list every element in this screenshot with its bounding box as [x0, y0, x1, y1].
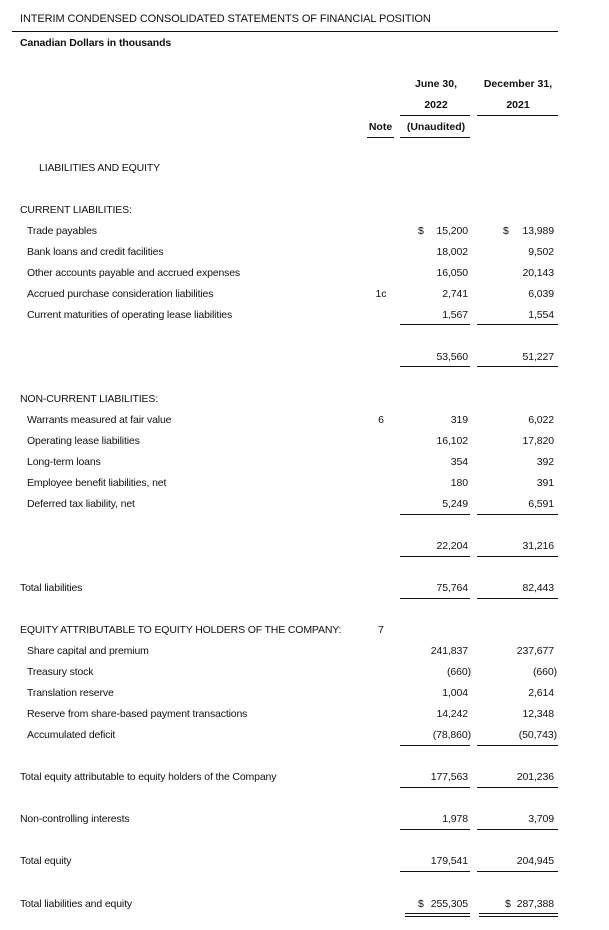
- subtotal-rule: [477, 514, 558, 515]
- dec-value: (50,743): [518, 729, 557, 741]
- table-row: [0, 477, 609, 493]
- table-row: [0, 414, 609, 430]
- row-label: Non-controlling interests: [20, 813, 130, 825]
- currency-symbol: $: [503, 225, 509, 237]
- june-value: 354: [450, 456, 468, 468]
- dec-value: 13,989: [522, 225, 554, 237]
- table-row: [0, 225, 609, 241]
- dec-value: 2,614: [528, 687, 554, 699]
- non-controlling-row: [0, 813, 609, 829]
- grand-total-double-rule: [479, 913, 558, 917]
- total-rule: [400, 598, 470, 599]
- june-header-rule-2: [400, 137, 470, 138]
- june-value: 14,242: [436, 708, 468, 720]
- note-ref: 7: [378, 624, 384, 636]
- dec-value: 237,677: [516, 645, 554, 657]
- table-row: [0, 729, 609, 745]
- dec-value: 391: [536, 477, 554, 489]
- dec-value: 6,039: [528, 288, 554, 300]
- total-liabilities-equity-row: [0, 898, 609, 914]
- note-ref: 6: [378, 414, 384, 426]
- row-label: Reserve from share-based payment transactions: [27, 708, 248, 720]
- row-label: Accumulated deficit: [27, 729, 116, 741]
- row-label: Total liabilities: [20, 582, 83, 594]
- total-liabilities-row: [0, 582, 609, 598]
- non-current-liabilities-subtotal-row: [0, 540, 609, 556]
- subtotal-rule: [400, 745, 470, 746]
- equity-heading: EQUITY ATTRIBUTABLE TO EQUITY HOLDERS OF THE COMPANY:: [20, 624, 342, 636]
- row-label: Warrants measured at fair value: [27, 414, 172, 426]
- row-label: Employee benefit liabilities, net: [27, 477, 167, 489]
- row-label: Bank loans and credit facilities: [27, 246, 164, 258]
- current-liabilities-subtotal-row: [0, 351, 609, 367]
- table-row: [0, 246, 609, 262]
- row-label: Total liabilities and equity: [20, 898, 132, 910]
- row-label: Translation reserve: [27, 687, 114, 699]
- total-equity-row: [0, 855, 609, 871]
- dec-header-rule: [477, 115, 558, 116]
- row-label: Operating lease liabilities: [27, 435, 140, 447]
- dec-value: 82,443: [522, 582, 554, 594]
- dec-value: 1,554: [528, 309, 554, 321]
- june-value: (660): [446, 666, 471, 678]
- row-label: Total equity attributable to equity holders of the Company: [20, 771, 277, 783]
- table-row: [0, 435, 609, 451]
- row-label: Current maturities of operating lease liabilities: [27, 309, 233, 321]
- dec-header-line2: 2021: [506, 99, 530, 111]
- dec-value: (660): [532, 666, 557, 678]
- june-header-line2: 2022: [424, 99, 448, 111]
- row-label: Long-term loans: [27, 456, 101, 468]
- june-value: 2,741: [442, 288, 468, 300]
- section-heading-row: [0, 162, 609, 178]
- subtotal-rule: [477, 745, 558, 746]
- total-rule: [400, 829, 470, 830]
- currency-symbol: $: [505, 898, 511, 910]
- june-subtotal: 53,560: [436, 351, 468, 363]
- june-value: 180: [450, 477, 468, 489]
- note-ref: 1c: [375, 288, 387, 300]
- june-value: 1,004: [442, 687, 468, 699]
- dec-value: 20,143: [522, 267, 554, 279]
- currency-symbol: $: [418, 225, 424, 237]
- june-header-line1: June 30,: [414, 78, 458, 90]
- table-row: [0, 267, 609, 283]
- june-value: 241,837: [430, 645, 468, 657]
- dec-value: 204,945: [516, 855, 554, 867]
- june-value: 75,764: [436, 582, 468, 594]
- june-value: 177,563: [430, 771, 468, 783]
- total-rule: [477, 787, 558, 788]
- table-row: [0, 288, 609, 304]
- dec-subtotal: 51,227: [522, 351, 554, 363]
- dec-value: 6,591: [528, 498, 554, 510]
- row-label: Deferred tax liability, net: [27, 498, 135, 510]
- current-liabilities-heading: CURRENT LIABILITIES:: [20, 204, 132, 216]
- subtotal-rule: [400, 556, 470, 557]
- dec-value: 12,348: [522, 708, 554, 720]
- june-value: 5,249: [442, 498, 468, 510]
- total-rule: [400, 871, 470, 872]
- currency-symbol: $: [418, 898, 424, 910]
- total-equity-holders-row: [0, 771, 609, 787]
- table-row: [0, 666, 609, 682]
- june-value: (78,860): [432, 729, 471, 741]
- row-label: Total equity: [20, 855, 72, 867]
- title-divider: [12, 31, 558, 32]
- june-value: 255,305: [430, 898, 468, 910]
- table-row: [0, 708, 609, 724]
- row-label: Accrued purchase consideration liabilities: [27, 288, 214, 300]
- dec-subtotal: 31,216: [522, 540, 554, 552]
- row-label: Share capital and premium: [27, 645, 149, 657]
- subtotal-rule: [477, 324, 558, 325]
- table-row: [0, 687, 609, 703]
- june-value: 1,567: [442, 309, 468, 321]
- total-rule: [400, 787, 470, 788]
- dec-value: 3,709: [528, 813, 554, 825]
- june-value: 1,978: [442, 813, 468, 825]
- row-label: Treasury stock: [27, 666, 94, 678]
- dec-value: 9,502: [528, 246, 554, 258]
- section-heading: LIABILITIES AND EQUITY: [39, 162, 160, 174]
- non-current-liabilities-heading-row: [0, 393, 609, 409]
- equity-heading-row: [0, 624, 609, 640]
- june-header-rule: [400, 115, 470, 116]
- table-row: [0, 309, 609, 325]
- dec-value: 287,388: [516, 898, 554, 910]
- note-header-rule: [367, 137, 394, 138]
- subtotal-rule: [400, 366, 470, 367]
- grand-total-double-rule: [405, 913, 470, 917]
- june-value: 15,200: [436, 225, 468, 237]
- subtotal-rule: [400, 514, 470, 515]
- june-value: 18,002: [436, 246, 468, 258]
- subtotal-rule: [400, 324, 470, 325]
- june-value: 319: [450, 414, 468, 426]
- table-row: [0, 456, 609, 472]
- dec-value: 392: [536, 456, 554, 468]
- total-rule: [477, 871, 558, 872]
- note-header: Note: [368, 121, 393, 133]
- non-current-liabilities-heading: NON-CURRENT LIABILITIES:: [20, 393, 158, 405]
- total-rule: [477, 829, 558, 830]
- row-label: Other accounts payable and accrued expenses: [27, 267, 241, 279]
- row-label: Trade payables: [27, 225, 97, 237]
- current-liabilities-heading-row: [0, 204, 609, 220]
- dec-header-line1: December 31,: [483, 78, 553, 90]
- june-subtotal: 22,204: [436, 540, 468, 552]
- dec-value: 6,022: [528, 414, 554, 426]
- june-value: 16,102: [436, 435, 468, 447]
- statement-title: INTERIM CONDENSED CONSOLIDATED STATEMENTS OF FINANCIAL POSITION: [20, 13, 431, 25]
- table-row: [0, 498, 609, 514]
- currency-subtitle: Canadian Dollars in thousands: [20, 37, 172, 49]
- june-value: 16,050: [436, 267, 468, 279]
- dec-value: 17,820: [522, 435, 554, 447]
- june-value: 179,541: [430, 855, 468, 867]
- total-rule: [477, 598, 558, 599]
- table-row: [0, 645, 609, 661]
- subtotal-rule: [477, 556, 558, 557]
- dec-value: 201,236: [516, 771, 554, 783]
- june-header-line3: (Unaudited): [406, 121, 466, 133]
- subtotal-rule: [477, 366, 558, 367]
